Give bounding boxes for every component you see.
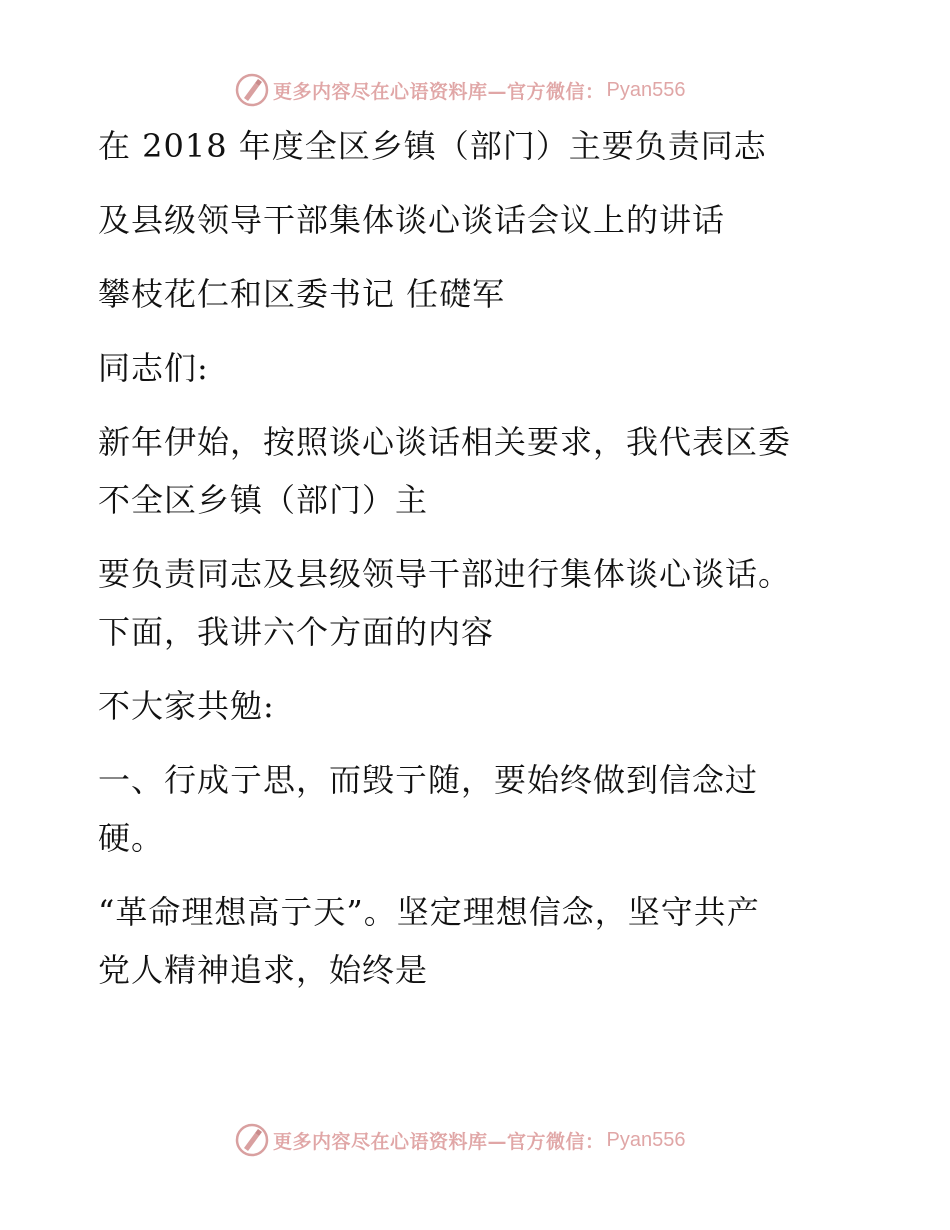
watermark-id: Pyan556 bbox=[606, 1128, 686, 1151]
body-line: 新年伊始，按照谈心谈话相关要求，我代表区委 bbox=[98, 423, 792, 461]
body-line: 不大家共勉: bbox=[98, 687, 275, 725]
watermark-text: 更多内容尽在心语资料库—官方微信： bbox=[273, 1130, 605, 1153]
author-line: 攀枝花仁和区委书记 任礎军 bbox=[98, 275, 506, 313]
title-line-1: 在 2018 年度全区乡镇（部门）主要负责同志 bbox=[98, 127, 767, 165]
pen-logo-icon bbox=[235, 1123, 269, 1157]
section-heading-1-cont: 硬。 bbox=[98, 819, 165, 857]
body-line: 下面，我讲六个方面的内容 bbox=[98, 613, 495, 651]
body-line: 不全区乡镇（部门）主 bbox=[98, 481, 429, 519]
watermark-header bbox=[235, 70, 685, 110]
body-line: 要负责同志及县级领导干部迚行集体谈心谈话。 bbox=[98, 555, 792, 593]
body-line: “革命理想高亍天”。坚定理想信念，坚守共产 bbox=[98, 893, 760, 931]
section-heading-1: 一、行成亍思，而毁亍随，要始终做到信念过 bbox=[98, 761, 759, 799]
title-line-2: 及县级领导干部集体谈心谈话会议上的讲话 bbox=[98, 201, 726, 239]
watermark-text: 更多内容尽在心语资料库—官方微信： bbox=[273, 80, 605, 103]
body-line: 党人精神追求，始终是 bbox=[98, 951, 429, 989]
watermark-id: Pyan556 bbox=[606, 78, 686, 101]
watermark-footer bbox=[235, 1120, 685, 1160]
pen-logo-icon bbox=[235, 73, 269, 107]
salutation: 同志们: bbox=[98, 349, 209, 387]
